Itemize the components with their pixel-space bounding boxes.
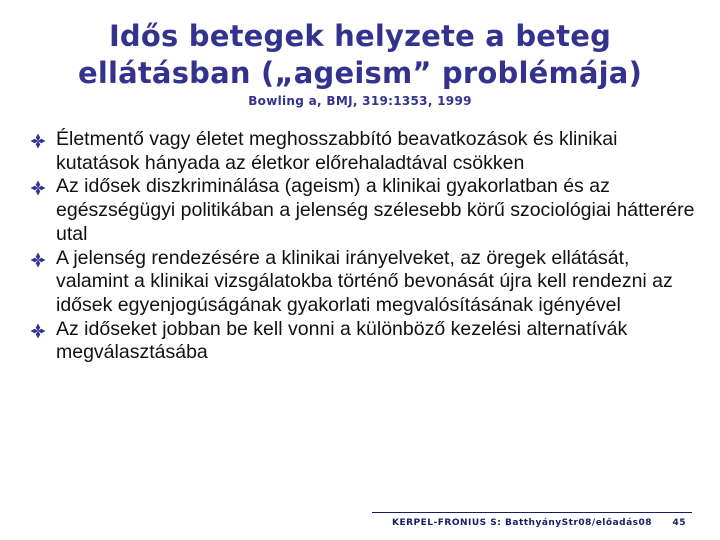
diamond-bullet-icon [30,252,46,268]
title-line-2: ellátásban („ageism” problémája) [77,56,643,90]
bullet-text: Az időseket jobban be kell vonni a különböző kezelési alternatívák megválasztásába [56,317,628,364]
bullet-item [30,175,700,246]
diamond-bullet-icon [30,133,46,149]
diamond-bullet-icon [30,180,46,196]
diamond-bullet-icon [30,323,46,339]
bullet-text: Életmentő vagy életet meghosszabbító beavatkozások és klinikai kutatások hányada az életkor előrehaladtával csökken [56,128,618,174]
bullet-text: A jelenség rendezésére a klinikai irányelveket, az öregek ellátását, valamint a klinikai vizsgálatokba történő bevonását újra kell rendezni az idősek egyenjogúságának gyakorlati megvalósításának igényével [56,246,673,316]
bullet-item [30,318,700,365]
slide-footer [372,512,692,528]
page-number: 45 [672,518,686,528]
bullet-item [30,247,700,318]
bullet-text: Az idősek diszkriminálása (ageism) a klinikai gyakorlatban és az egészségügyi politikában a jelenség szélesebb körű szociológiai hátterére utal [56,175,695,245]
slide-title [0,18,720,92]
bullet-list [30,128,700,365]
footer-text: KERPEL-FRONIUS S: BatthyányStr08/előadás08 [392,518,653,528]
title-line-1: Idős betegek helyzete a beteg [108,19,612,53]
citation: Bowling a, BMJ, 319:1353, 1999 [248,94,472,108]
bullet-item [30,128,700,175]
